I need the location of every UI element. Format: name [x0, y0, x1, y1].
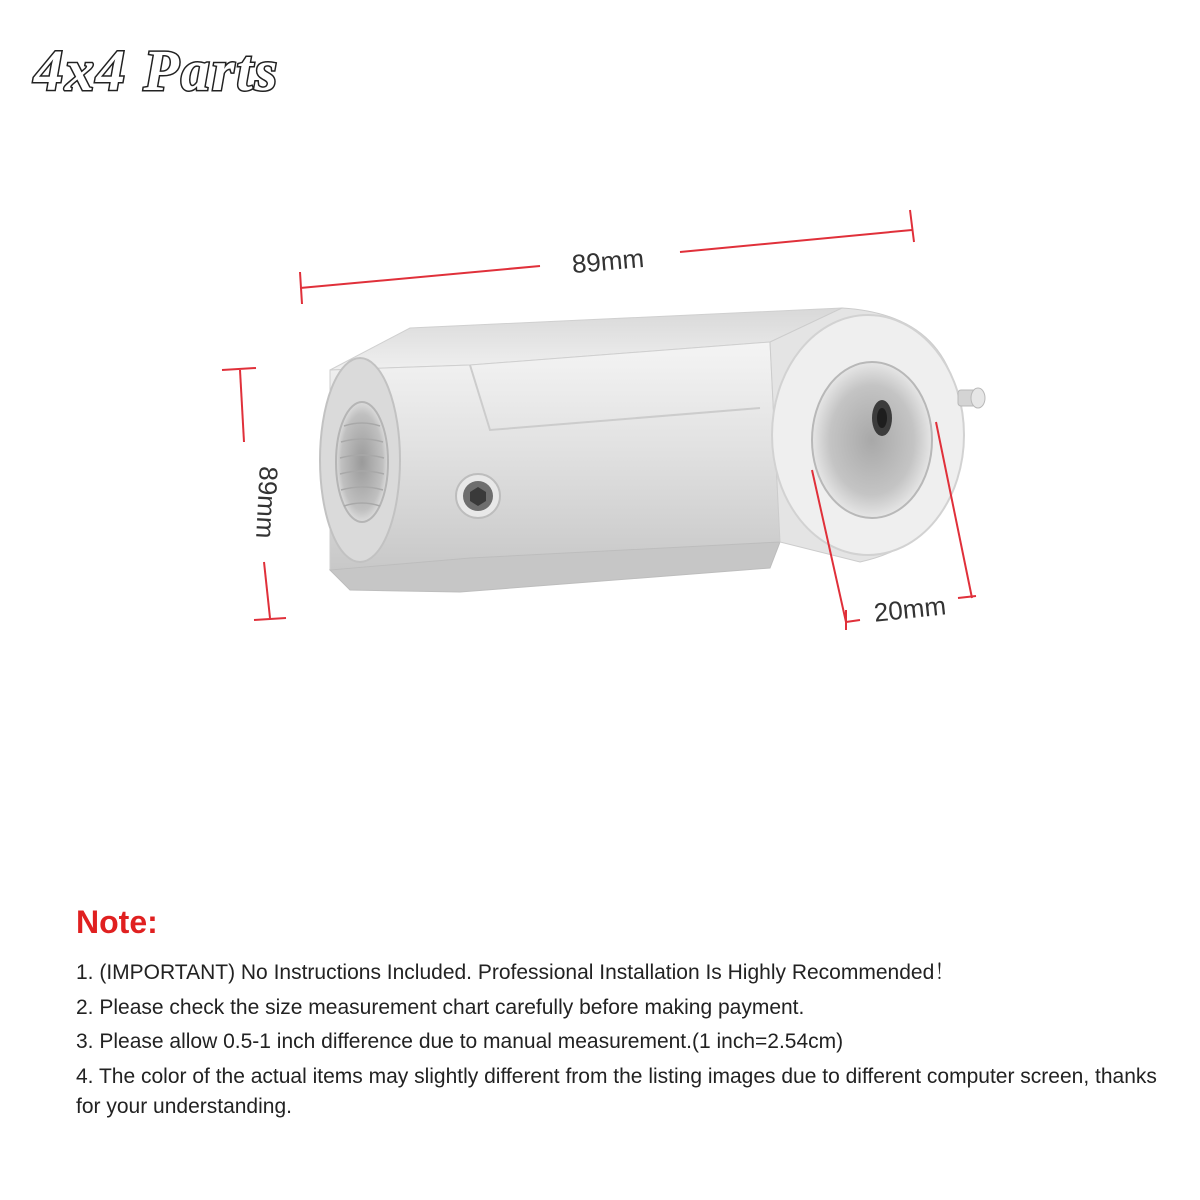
- note-item-2: 2. Please check the size measurement chart carefully before making payment.: [76, 995, 805, 1019]
- product-diagram: [0, 190, 1200, 670]
- bore-label: 20mm: [872, 590, 948, 628]
- note-item-1: 1. (IMPORTANT) No Instructions Included. Professional Installation Is Highly Recommended！: [76, 961, 956, 985]
- svg-text:4x4 Parts: 4x4 Parts: [34, 38, 280, 103]
- note-title: Note:: [76, 904, 158, 940]
- length-dimension: [300, 210, 914, 304]
- note-item-3: 3. Please allow 0.5-1 inch difference due to manual measurement.(1 inch=2.54cm): [76, 1030, 844, 1054]
- height-label: 89mm: [250, 465, 284, 540]
- length-label: 89mm: [570, 242, 646, 280]
- adapter-body: [320, 308, 985, 592]
- product-illustration: [0, 190, 1200, 670]
- brand-logo: [30, 30, 350, 110]
- height-dimension: [222, 368, 286, 620]
- note-item-4: 4. The color of the actual items may slightly different from the listing images due to different computer screen, thanks for your understanding.: [76, 1064, 1157, 1118]
- notes-section: [76, 905, 1166, 1126]
- logo-graphic: [30, 30, 350, 110]
